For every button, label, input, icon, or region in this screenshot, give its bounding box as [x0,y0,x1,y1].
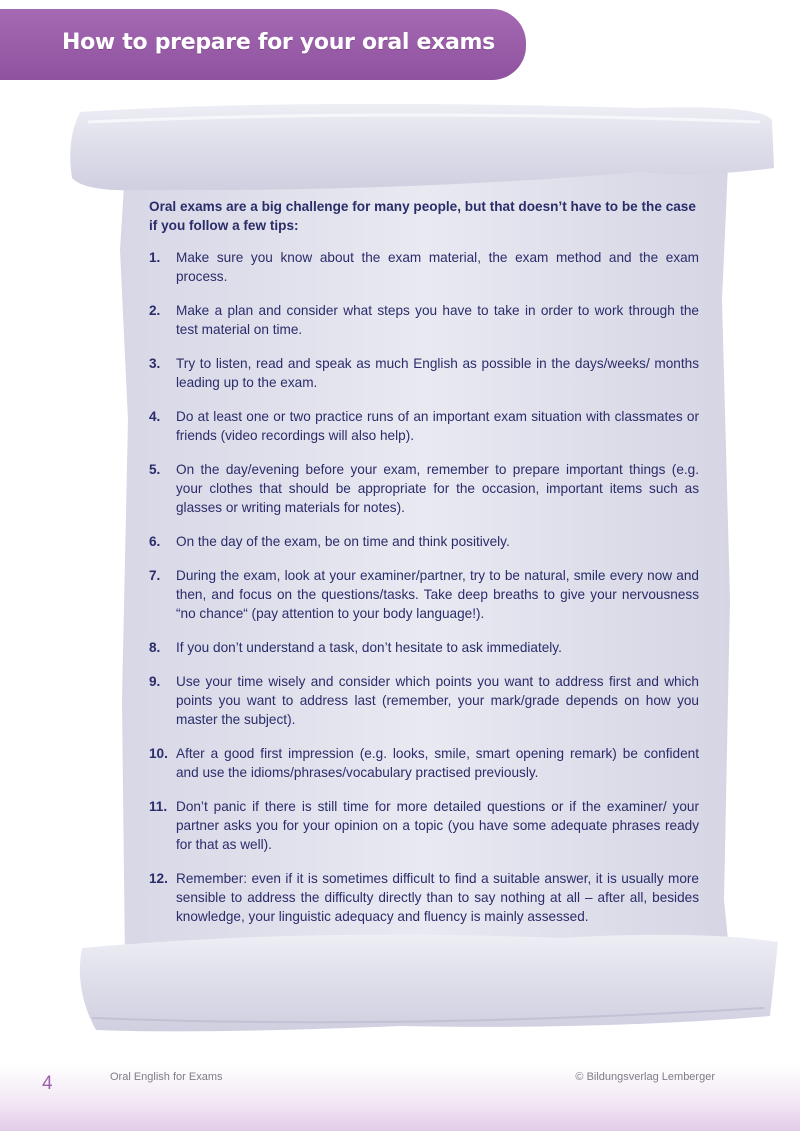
tip-number: 9. [149,674,161,689]
tip-text: During the exam, look at your examiner/partner, try to be natural, smile every now and then, and focus on the questions/tasks. Take deep breaths to give your nervousness “no chance“ (pay attention to your body language!). [176,568,699,621]
footer-publisher: © Bildungsverlag Lemberger [575,1071,715,1083]
tips-list [149,248,699,926]
tip-number: 7. [149,568,161,583]
list-item [149,797,699,854]
list-item [149,248,699,286]
tip-number: 10. [149,746,168,761]
tip-text: Try to listen, read and speak as much English as possible in the days/weeks/ months leading up to the exam. [176,356,699,390]
scroll-bottom-roll [80,935,778,1032]
tip-number: 8. [149,640,161,655]
tip-number: 4. [149,409,161,424]
page-number: 4 [42,1073,53,1094]
page-title: How to prepare for your oral exams [62,30,495,55]
list-item [149,532,699,551]
tip-text: On the day/evening before your exam, remember to prepare important things (e.g. your clothes that should be appropriate for the occasion, important items such as glasses or writing materials for notes). [176,462,699,515]
tip-text: Make a plan and consider what steps you have to take in order to work through the test material on time. [176,303,699,337]
tips-content [149,197,699,941]
list-item [149,869,699,926]
tip-text: On the day of the exam, be on time and think positively. [176,534,510,549]
tip-number: 12. [149,871,168,886]
list-item [149,301,699,339]
tip-number: 11. [149,799,168,814]
tip-text: If you don’t understand a task, don’t hesitate to ask immediately. [176,640,562,655]
list-item [149,460,699,517]
tip-number: 5. [149,462,161,477]
list-item [149,354,699,392]
tip-text: After a good first impression (e.g. looks, smile, smart opening remark) be confident and use the idioms/phrases/vocabulary practised previously. [176,746,699,780]
list-item [149,672,699,729]
tip-number: 6. [149,534,161,549]
tip-number: 1. [149,250,161,265]
tip-text: Don’t panic if there is still time for more detailed questions or if the examiner/ your partner asks you for your opinion on a topic (you have some adequate phrases ready for that as well). [176,799,699,852]
list-item [149,638,699,657]
intro-text: Oral exams are a big challenge for many people, but that doesn’t have to be the case if you follow a few tips: [149,199,696,233]
tip-text: Do at least one or two practice runs of an important exam situation with classmates or friends (video recordings will also help). [176,409,699,443]
tip-number: 2. [149,303,161,318]
footer-book-title: Oral English for Exams [110,1071,223,1083]
list-item [149,566,699,623]
tip-text: Remember: even if it is sometimes difficult to find a suitable answer, it is usually more sensible to address the difficulty directly than to say nothing at all – after all, besides knowledge, your linguistic adequacy and fluency is mainly assessed. [176,871,699,924]
tip-text: Make sure you know about the exam material, the exam method and the exam process. [176,250,699,284]
list-item [149,407,699,445]
list-item [149,744,699,782]
tip-text: Use your time wisely and consider which points you want to address first and which points you want to address last (remember, your mark/grade depends on how you master the subject). [176,674,699,727]
tip-number: 3. [149,356,161,371]
